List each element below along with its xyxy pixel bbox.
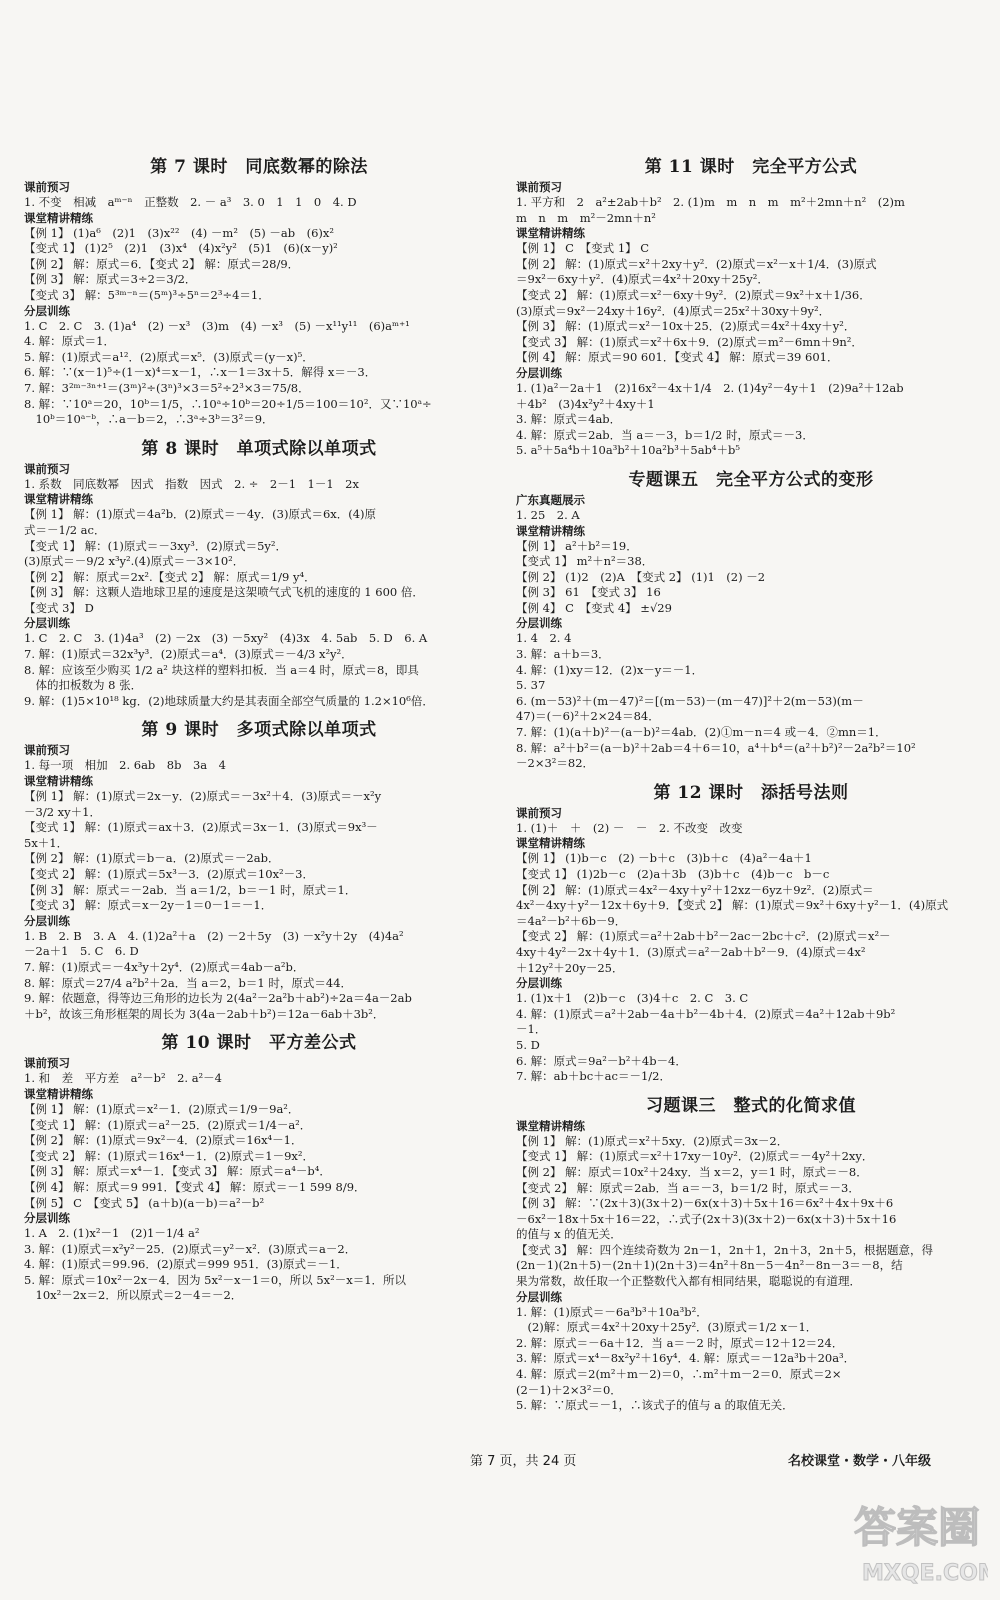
answer-line: 4. 解：原式＝2ab．当 a＝－3，b＝1/2 时，原式＝－3． bbox=[516, 427, 814, 442]
answer-line: 【变式 1】 m²＋n²＝38． bbox=[516, 554, 654, 569]
answer-line: 5. D bbox=[516, 1037, 540, 1052]
answer-line: 1. 和 差 平方差 a²－b² 2. a²－4 bbox=[24, 1071, 222, 1086]
answer-line: 式＝－1/2 ac． bbox=[24, 522, 106, 537]
answer-line: (3)原式＝－9/2 x³y².(4)原式＝－3×10²． bbox=[24, 554, 245, 569]
section-title: 第 10 课时 平方差公式 bbox=[161, 1033, 357, 1054]
answer-line: 1. C 2. C 3. (1)a⁴ (2) －x³ (3)m (4) －x³ (5) －x¹¹y¹¹ (6)aᵐ⁺¹ bbox=[24, 318, 410, 333]
book-title: 名校课堂・数学・八年级 bbox=[788, 1454, 932, 1469]
section-s10 bbox=[24, 1028, 494, 1308]
right-column bbox=[516, 150, 986, 1418]
answer-line: 【变式 2】 解：原式＝2ab．当 a＝－3，b＝1/2 时，原式＝－3． bbox=[516, 1180, 860, 1195]
answer-line: m n m m²－2mn＋n² bbox=[516, 210, 656, 225]
section-s12 bbox=[516, 778, 986, 1089]
answer-line: 【例 1】 解：(1)原式＝2x－y．(2)原式＝－3x²＋4．(3)原式＝－x²y bbox=[24, 789, 382, 804]
answer-line: 【例 5】 C 【变式 5】 (a＋b)(a－b)＝a²－b² bbox=[24, 1195, 265, 1210]
answer-line: 8. 解：原式＝27/4 a²b²＋2a．当 a＝2，b＝1 时，原式＝44． bbox=[24, 975, 353, 990]
answer-line: 【变式 1】 解：(1)原式＝ax＋3．(2)原式＝3x－1．(3)原式＝9x³－ bbox=[24, 820, 378, 835]
answer-line: (2n－1)(2n＋5)－(2n＋1)(2n＋3)＝4n²＋8n－5－4n²－8n－3＝－8，结 bbox=[516, 1258, 903, 1273]
answer-line: 的值与 x 的值无关． bbox=[516, 1227, 622, 1242]
answer-line: 【例 2】 解：原式＝2x².【变式 2】 解：原式＝1/9 y⁴． bbox=[24, 569, 316, 584]
answer-line: 【例 2】 解：(1)原式＝x²＋2xy＋y²．(2)原式＝x²－x＋1/4．(3)原式 bbox=[516, 256, 877, 271]
answer-line: 6. 解：原式＝9a²－b²＋4b－4． bbox=[516, 1053, 687, 1068]
subsection-heading: 课堂精讲精练 bbox=[24, 774, 93, 789]
section-s7 bbox=[24, 152, 494, 432]
answer-line: 【变式 3】 解：四个连续奇数为 2n－1，2n＋1，2n＋3，2n＋5，根据题意，得 bbox=[516, 1242, 933, 1257]
answer-line: 9. 解：(1)5×10¹⁸ kg．(2)地球质量大约是其表面全部空气质量的 1.2×10⁶倍． bbox=[24, 693, 434, 708]
answer-line: 【变式 2】 解：(1)原式＝16x⁴－1．(2)原式＝1－9x²． bbox=[24, 1148, 314, 1163]
answer-line: 7. 解：3²ᵐ⁻³ⁿ⁺¹＝(3ᵐ)²÷(3ⁿ)³×3＝5²÷2³×3＝75/8． bbox=[24, 380, 310, 395]
answer-line: 1. 解：(1)原式＝－6a³b³＋10a³b²． bbox=[516, 1304, 708, 1319]
section-title: 第 11 课时 完全平方公式 bbox=[644, 157, 858, 177]
answer-line: 【例 3】 解：这颗人造地球卫星的速度是这架喷气式飞机的速度的 1 600 倍． bbox=[24, 585, 424, 600]
answer-line: 【变式 2】 解：(1)原式＝5x³－3．(2)原式＝10x²－3． bbox=[24, 867, 314, 881]
answer-line: 【例 2】 解：(1)原式＝b－a．(2)原式＝－2ab． bbox=[24, 851, 280, 866]
subsection-heading: 课前预习 bbox=[24, 743, 70, 758]
answer-line: 【变式 3】 解：(1)原式＝x²＋6x＋9．(2)原式＝m²－6mn＋9n²． bbox=[516, 334, 863, 349]
answer-line: 4. 解：(1)原式＝99.96．(2)原式＝999 951．(3)原式＝－1． bbox=[24, 1257, 348, 1272]
subsection-heading: 分层训练 bbox=[516, 1289, 562, 1304]
watermark-site: MXQE.COM bbox=[862, 1561, 988, 1586]
subsection-heading: 课堂精讲精练 bbox=[24, 210, 93, 225]
subsection-heading: 分层训练 bbox=[24, 616, 70, 631]
answer-line: 3. 解：原式＝x⁴－8x²y²＋16y⁴．4. 解：原式＝－12a³b＋20a³． bbox=[516, 1351, 856, 1366]
answer-line: 5. 解：(1)原式＝a¹²．(2)原式＝x⁵．(3)原式＝(y－x)⁵． bbox=[24, 349, 314, 364]
answer-line: 1. 平方和 2 a²±2ab＋b² 2. (1)m m n m m²＋2mn＋n² (2)m bbox=[516, 195, 905, 209]
subsection-heading: 分层训练 bbox=[24, 1211, 70, 1226]
answer-line: 6. 解：∵(x－1)⁵÷(1－x)⁴＝x－1，∴x－1＝3x＋5．解得 x＝－3． bbox=[24, 365, 377, 380]
answer-line: 8. 解：应该至少购买 1/2 a² 块这样的塑料扣板．当 a＝4 时，原式＝8，即具 bbox=[24, 662, 419, 677]
answer-line: 【例 3】 解：原式＝x⁴－1．【变式 3】 解：原式＝a⁴－b⁴． bbox=[24, 1164, 331, 1179]
answer-line: 5. a⁵＋5a⁴b＋10a³b²＋10a²b³＋5ab⁴＋b⁵ bbox=[516, 443, 740, 458]
subsection-heading: 课前预习 bbox=[516, 805, 562, 820]
answer-line: －2a＋1 5. C 6. D bbox=[24, 944, 139, 959]
site-watermark bbox=[848, 1490, 988, 1590]
subsection-heading: 课前预习 bbox=[24, 461, 70, 476]
subsection-heading: 课堂精讲精练 bbox=[516, 226, 585, 241]
answer-line: ＝9x²－6xy＋y²．(4)原式＝4x²＋20xy＋25y²． bbox=[516, 272, 769, 287]
answer-line: 3. 解：a＋b＝3． bbox=[516, 647, 610, 662]
answer-line: 【例 1】 (1)b－c (2) －b＋c (3)b＋c (4)a²－4a＋1 bbox=[516, 851, 812, 866]
answer-line: 【例 3】 解：原式＝－2ab．当 a＝1/2，b＝－1 时，原式＝1． bbox=[24, 882, 357, 897]
answer-line: 【例 4】 解：原式＝9 991．【变式 4】 解：原式＝－1 599 8/9． bbox=[24, 1179, 366, 1194]
answer-line: 【例 2】 解：原式＝10x²＋24xy．当 x＝2，y＝1 时，原式＝－8． bbox=[516, 1164, 868, 1179]
subsection-heading: 课堂精讲精练 bbox=[24, 1086, 93, 1101]
section-title: 第 8 课时 单项式除以单项式 bbox=[141, 438, 377, 459]
answer-line: 【例 3】 解：(1)原式＝x²－10x＋25．(2)原式＝4x²＋4xy＋y²． bbox=[516, 319, 856, 334]
answer-line: 1. 4 2. 4 bbox=[516, 631, 572, 646]
subsection-heading: 分层训练 bbox=[24, 303, 70, 318]
answer-line: 果为常数，故任取一个正整数代入都有相同结果，聪聪说的有道理． bbox=[516, 1274, 861, 1289]
subsection-heading: 课堂精讲精练 bbox=[24, 492, 93, 507]
section-title: 第 9 课时 多项式除以单项式 bbox=[141, 720, 377, 741]
answer-line: 4. 解：原式＝2(m²＋m－2)＝0，∴m²＋m－2＝0．原式＝2× bbox=[516, 1367, 842, 1382]
answer-line: ＋b²，故该三角形框架的周长为 3(4a－2ab＋b²)＝12a－6ab＋3b²． bbox=[24, 1006, 385, 1021]
answer-line: 【变式 2】 解：(1)原式＝x²－6xy＋9y²．(2)原式＝9x²＋x＋1/36． bbox=[516, 287, 871, 302]
answer-line: 2. 解：原式＝－6a＋12．当 a＝－2 时，原式＝12＋12＝24． bbox=[516, 1335, 844, 1350]
answer-line: 【变式 1】 (1)2⁵ (2)1 (3)x⁴ (4)x²y² (5)1 (6)(x－y)² bbox=[24, 241, 338, 256]
answer-line: ＋4b² (3)4x²y²＋4xy＋1 bbox=[516, 396, 655, 411]
answer-line: 5x＋1． bbox=[24, 835, 69, 850]
answer-line: (2－1)＋2×3²＝0． bbox=[516, 1382, 622, 1397]
section-x3 bbox=[516, 1091, 986, 1418]
answer-line: 【变式 1】 解：(1)原式＝－3xy³．(2)原式＝5y²． bbox=[24, 538, 288, 553]
section-title: 第 12 课时 添括号法则 bbox=[653, 782, 849, 803]
answer-line: －6x²－18x＋5x＋16＝22，∴式子(2x＋3)(3x＋2)－6x(x＋3)＋5x＋16 bbox=[516, 1211, 897, 1226]
answer-line: 47)＝(－6)²＋2×24＝84． bbox=[516, 709, 660, 724]
answer-line: 6. (m－53)²＋(m－47)²＝[(m－53)－(m－47)]²＋2(m－53)(m－ bbox=[516, 693, 864, 708]
answer-line: 【例 4】 C 【变式 4】 ±√29 bbox=[516, 600, 672, 615]
answer-line: 【例 1】 解：(1)原式＝4a²b．(2)原式＝－4y．(3)原式＝6x．(4)原 bbox=[24, 507, 377, 522]
section-t5 bbox=[516, 465, 986, 776]
answer-line: 7. 解：ab＋bc＋ac＝－1/2． bbox=[516, 1069, 671, 1084]
answer-line: 1. C 2. C 3. (1)4a³ (2) －2x (3) －5xy² (4)3x 4. 5ab 5. D 6. A bbox=[24, 631, 428, 646]
section-s11 bbox=[516, 152, 986, 463]
section-title: 习题课三 整式的化简求值 bbox=[646, 1095, 856, 1116]
answer-line: ＝4a²－b²＋6b－9． bbox=[516, 913, 627, 928]
answer-line: 【例 3】 61 【变式 3】 16 bbox=[516, 585, 661, 600]
answer-line: 1. 系数 同底数幂 因式 指数 因式 2. ÷ 2－1 1－1 2x bbox=[24, 476, 359, 491]
answer-line: －1． bbox=[516, 1022, 547, 1037]
page-number: 第 7 页，共 24 页 bbox=[470, 1454, 577, 1469]
answer-line: 1. 每一项 相加 2. 6ab 8b 3a 4 bbox=[24, 758, 226, 773]
subsection-heading: 课堂精讲精练 bbox=[516, 836, 585, 851]
answer-line: 【变式 1】 解：(1)原式＝x²＋17xy－10y²．(2)原式＝－4y²＋2xy． bbox=[516, 1149, 874, 1164]
answer-line: －3/2 xy＋1． bbox=[24, 804, 101, 819]
answer-line: 5. 37 bbox=[516, 678, 546, 693]
answer-line: 【例 1】 a²＋b²＝19． bbox=[516, 538, 638, 553]
answer-line: 10ᵇ＝10ᵃ⁻ᵇ，∴a－b＝2，∴3ᵃ÷3ᵇ＝3²＝9． bbox=[24, 412, 274, 427]
subsection-heading: 分层训练 bbox=[24, 913, 70, 928]
answer-line: 1. B 2. B 3. A 4. (1)2a²＋a (2) －2＋5y (3) －x²y＋2y (4)4a² bbox=[24, 928, 404, 943]
answer-line: 【例 1】 (1)a⁶ (2)1 (3)x²² (4) －m² (5) －ab (6)x² bbox=[24, 225, 334, 240]
subsection-heading: 分层训练 bbox=[516, 616, 562, 631]
answer-line: 【例 3】 解：原式＝3÷2＝3/2． bbox=[24, 272, 197, 287]
answer-line: 1. 25 2. A bbox=[516, 507, 580, 522]
answer-line: 【变式 2】 解：(1)原式＝a²＋2ab＋b²－2ac－2bc＋c²．(2)原式＝x²－ bbox=[516, 929, 891, 944]
answer-line: 【例 2】 解：原式＝6．【变式 2】 解：原式＝28/9． bbox=[24, 256, 300, 271]
answer-line: －2×3²＝82． bbox=[516, 756, 595, 771]
answer-line: 4. 解：(1)原式＝a²＋2ab－4a＋b²－4b＋4．(2)原式＝4a²＋12ab＋9b² bbox=[516, 1006, 896, 1021]
answer-line: 7. 解：(1)(a＋b)²－(a－b)²＝4ab．(2)①m－n＝4 或－4．②mn＝1． bbox=[516, 725, 887, 740]
answer-line: (3)原式＝9x²－24xy＋16y²．(4)原式＝25x²＋30xy＋9y²． bbox=[516, 303, 831, 318]
section-title: 第 7 课时 同底数幂的除法 bbox=[150, 157, 368, 177]
answer-line: 【变式 1】 解：(1)原式＝a²－25．(2)原式＝1/4－a²． bbox=[24, 1117, 312, 1132]
answer-line: 【例 2】 解：(1)原式＝4x²－4xy＋y²＋12xz－6yz＋9z²．(2)原式＝ bbox=[516, 882, 874, 897]
answer-line: 5. 解：原式＝10x²－2x－4．因为 5x²－x－1＝0，所以 5x²－x＝1．所以 bbox=[24, 1272, 407, 1287]
subsection-heading: 课前预习 bbox=[516, 180, 562, 194]
answer-line: 8. 解：∵10ᵃ＝20，10ᵇ＝1/5，∴10ᵃ÷10ᵇ＝20÷1/5＝100＝10²．又∵10ᵃ÷ bbox=[24, 396, 432, 411]
answer-line: 【变式 3】 D bbox=[24, 600, 94, 615]
answer-line: 1. (1)＋ ＋ (2) － － 2. 不改变 改变 bbox=[516, 820, 743, 835]
answer-line: 【变式 3】 解：5³ᵐ⁻ⁿ＝(5ᵐ)³÷5ⁿ＝2³÷4＝1． bbox=[24, 287, 270, 302]
answer-line: 【例 1】 解：(1)原式＝x²－1．(2)原式＝1/9－9a²． bbox=[24, 1101, 300, 1116]
answer-line: 4. 解：(1)xy＝12．(2)x－y＝－1． bbox=[516, 662, 704, 677]
watermark-glyphs: 答案圈 bbox=[854, 1503, 981, 1552]
answer-line: (2)解：原式＝4x²＋20xy＋25y²．(3)原式＝1/2 x－1． bbox=[516, 1320, 818, 1335]
answer-line: 【变式 3】 解：原式＝x－2y－1＝0－1＝－1． bbox=[24, 898, 273, 913]
answer-line: 【例 3】 解：∵(2x＋3)(3x＋2)－6x(x＋3)＋5x＋16＝6x²＋4x＋9x＋6 bbox=[516, 1196, 894, 1211]
answer-line: 【例 1】 C 【变式 1】 C bbox=[516, 241, 650, 256]
answer-line: 【变式 1】 (1)2b－c (2)a＋3b (3)b＋c (4)b－c b－c bbox=[516, 867, 830, 881]
answer-line: 【例 2】 解：(1)原式＝9x²－4．(2)原式＝16x⁴－1． bbox=[24, 1133, 303, 1148]
answer-line: ＋12y²＋20y－25． bbox=[516, 960, 624, 975]
answer-line: 8. 解：a²＋b²＝(a－b)²＋2ab＝4＋6＝10，a⁴＋b⁴＝(a²＋b²)²－2a²b²＝10² bbox=[516, 740, 916, 755]
subsection-heading: 课前预习 bbox=[24, 180, 70, 194]
answer-line: 体的扣板数为 8 张． bbox=[24, 678, 143, 693]
watermark-logo-icon bbox=[848, 1490, 988, 1590]
answer-line: 4xy＋4y²－2x＋4y＋1．(3)原式＝a²－2ab＋b²－9．(4)原式＝4x² bbox=[516, 944, 866, 959]
answer-line: 7. 解：(1)原式＝－4x³y＋2y⁴．(2)原式＝4ab－a²b． bbox=[24, 959, 305, 974]
answer-line: 9. 解：依题意，得等边三角形的边长为 2(4a²－2a²b＋ab²)÷2a＝4a－2ab bbox=[24, 991, 412, 1006]
answer-line: 3. 解：(1)原式＝x²y²－25．(2)原式＝y²－x²．(3)原式＝a－2． bbox=[24, 1241, 357, 1256]
answer-line: 10x²－2x＝2．所以原式＝2－4＝－2． bbox=[24, 1288, 243, 1303]
section-s8 bbox=[24, 434, 494, 714]
answer-line: 1. (1)x＋1 (2)b－c (3)4＋c 2. C 3. C bbox=[516, 991, 749, 1006]
subsection-heading: 分层训练 bbox=[516, 976, 562, 991]
section-s9 bbox=[24, 715, 494, 1026]
answer-line: 3. 解：原式＝4ab． bbox=[516, 412, 622, 427]
answer-line: 1. A 2. (1)x²－1 (2)1－1/4 a² bbox=[24, 1226, 200, 1241]
left-column bbox=[24, 150, 494, 1308]
answer-line: 4x²－4xy＋y²－12x＋6y＋9．【变式 2】 解：(1)原式＝9x²＋6xy＋y²－1．(4)原式 bbox=[516, 898, 949, 913]
section-title: 专题课五 完全平方公式的变形 bbox=[628, 469, 874, 490]
answer-line: 7. 解：(1)原式＝32x³y³．(2)原式＝a⁴．(3)原式＝－4/3 x²y²． bbox=[24, 647, 353, 662]
subsection-heading: 广东真题展示 bbox=[516, 492, 585, 507]
answer-line: 5. 解：∵原式＝－1，∴该式子的值与 a 的取值无关． bbox=[516, 1398, 794, 1413]
answer-line: 1. (1)a²－2a＋1 (2)16x²－4x＋1/4 2. (1)4y²－4y＋1 (2)9a²＋12ab bbox=[516, 380, 904, 395]
subsection-heading: 课堂精讲精练 bbox=[516, 523, 585, 538]
answer-line: 4. 解：原式＝1． bbox=[24, 334, 115, 349]
answer-line: 1. 不变 相减 aᵐ⁻ⁿ 正整数 2. － a³ 3. 0 1 1 0 4. D bbox=[24, 195, 357, 209]
subsection-heading: 分层训练 bbox=[516, 365, 562, 380]
subsection-heading: 课前预习 bbox=[24, 1056, 70, 1071]
subsection-heading: 课堂精讲精练 bbox=[516, 1118, 585, 1133]
answer-line: 【例 4】 解：原式＝90 601．【变式 4】 解：原式＝39 601． bbox=[516, 350, 839, 365]
answer-line: 【例 1】 解：(1)原式＝x²＋5xy．(2)原式＝3x－2． bbox=[516, 1133, 789, 1148]
answer-line: 【例 2】 (1)2 (2)A 【变式 2】 (1)1 (2) －2 bbox=[516, 569, 766, 584]
